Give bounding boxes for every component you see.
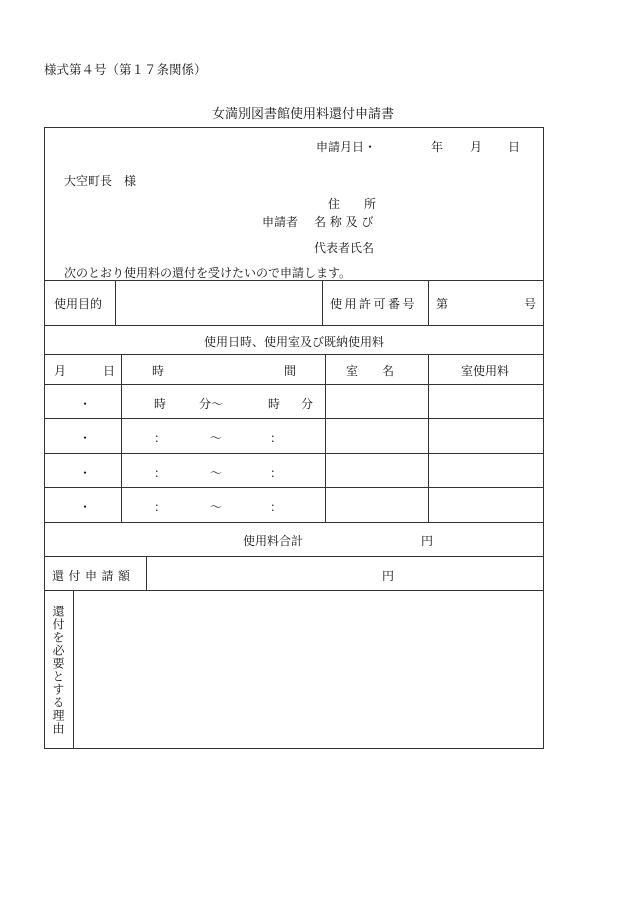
header-time-left: 時 — [152, 364, 165, 378]
column-divider — [121, 354, 122, 522]
purpose-field[interactable] — [116, 281, 321, 324]
row-date: ・ — [79, 466, 92, 480]
application-date-label: 申請月日・ — [316, 140, 377, 154]
column-divider — [428, 280, 429, 325]
permit-number-prefix: 第 — [436, 297, 449, 311]
refund-amount-unit: 円 — [382, 569, 395, 583]
row-divider — [44, 522, 544, 523]
usage-section-title: 使用日時、使用室及び既納使用料 — [203, 335, 384, 349]
application-date-month: 月 — [470, 140, 483, 154]
header-room-fee: 室使用料 — [461, 364, 510, 378]
row-start-hour: ： — [154, 431, 167, 445]
row-start-minute: ～ — [210, 431, 223, 445]
header-day: 日 — [103, 364, 116, 378]
header-month: 月 — [54, 364, 67, 378]
row-date: ・ — [79, 500, 92, 514]
refund-amount-label: 還付申請額 — [52, 569, 135, 583]
applicant-name-label: 名 称 及 び — [314, 215, 374, 229]
row-start-minute: ～ — [210, 466, 223, 480]
applicant-address-label: 住 所 — [328, 197, 377, 211]
row-end-hour: ： — [270, 431, 283, 445]
application-statement: 次のとおり使用料の還付を受けたいので申請します。 — [64, 266, 352, 280]
row-divider — [44, 487, 544, 488]
application-date-day: 日 — [508, 140, 521, 154]
refund-reason-field[interactable] — [74, 591, 543, 748]
header-time-right: 間 — [284, 364, 297, 378]
row-end-hour: ： — [270, 466, 283, 480]
row-divider — [44, 354, 544, 355]
purpose-label: 使用目的 — [54, 297, 103, 311]
row-start-minute: ～ — [210, 500, 223, 514]
application-date-year: 年 — [431, 140, 444, 154]
row-start-hour: ： — [154, 466, 167, 480]
row-start-hour: ： — [154, 500, 167, 514]
row-date: ・ — [79, 397, 92, 411]
row-divider — [44, 325, 544, 326]
column-divider — [322, 280, 323, 325]
applicant-role-label: 申請者 — [262, 215, 299, 229]
addressee: 大空町長 様 — [64, 174, 137, 188]
document-title: 女満別図書館使用料還付申請書 — [212, 107, 395, 122]
permit-number-label: 使用許可番号 — [330, 297, 418, 311]
row-date: ・ — [79, 431, 92, 445]
row-end-hour: 時 — [268, 397, 281, 411]
total-fee-label: 使用料合計 — [243, 534, 304, 548]
refund-amount-field[interactable] — [147, 557, 543, 590]
column-divider — [325, 354, 326, 522]
column-divider — [428, 354, 429, 522]
total-fee-unit: 円 — [421, 534, 434, 548]
applicant-representative-label: 代表者氏名 — [314, 241, 375, 255]
row-divider — [44, 453, 544, 454]
row-end-hour: ： — [270, 500, 283, 514]
row-end-minute: 分 — [301, 397, 314, 411]
row-divider — [44, 418, 544, 419]
row-start-hour: 時 — [154, 397, 167, 411]
row-divider — [44, 384, 544, 385]
header-room-name: 室 名 — [346, 364, 395, 378]
row-start-minute: 分～ — [199, 397, 224, 411]
form-number-label: 様式第４号（第１７条関係） — [44, 62, 207, 77]
permit-number-suffix: 号 — [524, 297, 537, 311]
refund-reason-label: 還付を必要とする理由 — [51, 605, 65, 735]
